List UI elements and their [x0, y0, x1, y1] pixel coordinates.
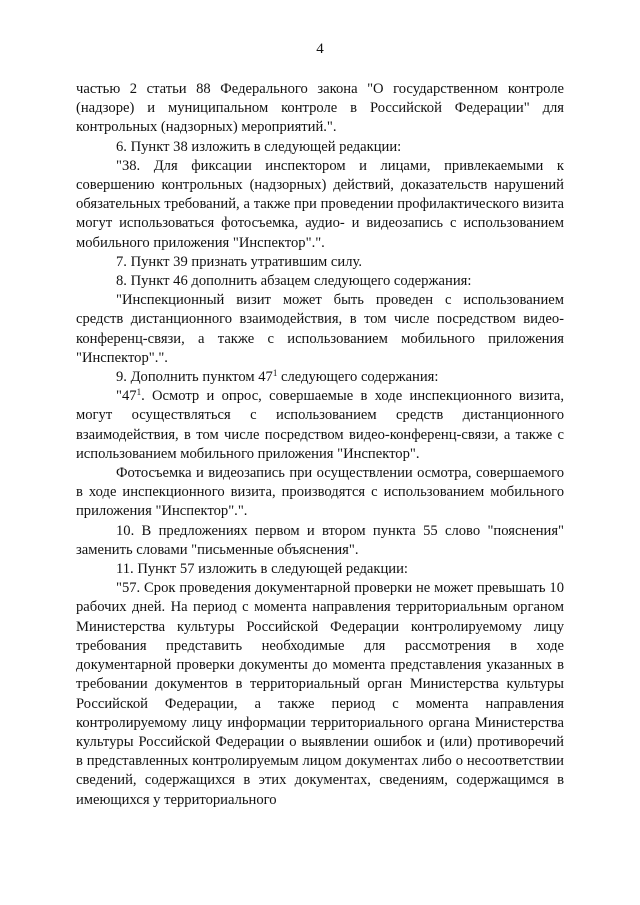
paragraph-item-11: [76, 560, 564, 579]
paragraph-photo-video: [76, 464, 564, 522]
paragraph-clause-57: [76, 579, 564, 809]
paragraph-clause-38: [76, 157, 564, 253]
paragraph-text: "57. Срок проведения документарной проверки не может превышать 10 рабочих дней. На период с момента направления территориальным органом Министерства культуры Российской Федерации контролируемому лицу требования представить необходимые для рассмотрения в ходе документарной проверки документы до момента представления указанных в требовании документов в территориальный орган Министерства культуры Российской Федерации, а также период с момента направления контролируемому лицу информации территориального органа Министерства культуры Российской Федерации о выявлении ошибок и (или) противоречий в представленных контролируемым лицом документах либо о несоответствии сведений, содержащихся в этих документах, сведениям, содержащимся в имеющихся у территориального: [76, 580, 564, 808]
paragraph-item-10: [76, 522, 564, 560]
paragraph-text-tail: следующего содержания:: [277, 369, 439, 386]
paragraph-item-9: [76, 368, 564, 387]
paragraph-text: "Инспекционный визит может быть проведен с использованием средств дистанционного взаимодействия, в том числе посредством видео-конференц-связи, а также с использованием мобильного приложения "Инспектор".".: [76, 292, 564, 366]
paragraph-text: 8. Пункт 46 дополнить абзацем следующего содержания:: [116, 273, 472, 290]
paragraph-text: частью 2 статьи 88 Федерального закона "О государственном контроле (надзоре) и муниципальном контроле в Российской Федерации" для контрольных (надзорных) мероприятий.".: [76, 81, 564, 136]
paragraph-text: Фотосъемка и видеозапись при осуществлении осмотра, совершаемого в ходе инспекционного визита, производятся с использованием мобильного приложения "Инспектор".".: [76, 465, 564, 520]
paragraph-item-7: [76, 253, 564, 272]
document-body: [76, 80, 564, 810]
paragraph-inspection-visit: [76, 291, 564, 368]
paragraph-continuation: [76, 80, 564, 138]
paragraph-text-tail: . Осмотр и опрос, совершаемые в ходе инспекционного визита, могут осуществляться с использованием средств дистанционного взаимодействия, в том числе посредством видео-конференц-связи, а также с использованием мобильного приложения "Инспектор".: [76, 388, 564, 462]
page-number: 4: [316, 41, 324, 57]
paragraph-text: "47: [116, 388, 137, 405]
paragraph-text: 10. В предложениях первом и втором пункта 55 слово "пояснения" заменить словами "письменные объяснения".: [76, 522, 564, 558]
paragraph-text: 6. Пункт 38 изложить в следующей редакции:: [116, 138, 402, 155]
paragraph-text: 9. Дополнить пунктом 47: [116, 369, 273, 386]
paragraph-item-8: [76, 272, 564, 291]
paragraph-text: 11. Пункт 57 изложить в следующей редакции:: [116, 561, 408, 578]
paragraph-text: 7. Пункт 39 признать утратившим силу.: [116, 253, 362, 270]
paragraph-item-6: [76, 138, 564, 157]
superscript: 1: [272, 368, 278, 379]
paragraph-clause-47-1: [76, 387, 564, 464]
paragraph-text: "38. Для фиксации инспектором и лицами, привлекаемыми к совершению контрольных (надзорных) действий, доказательств нарушений обязательных требований, а также при проведении профилактического визита могут использоваться фотосъемка, аудио- и видеозапись с использованием мобильного приложения "Инспектор".".: [76, 157, 564, 251]
superscript: 1: [136, 387, 142, 398]
